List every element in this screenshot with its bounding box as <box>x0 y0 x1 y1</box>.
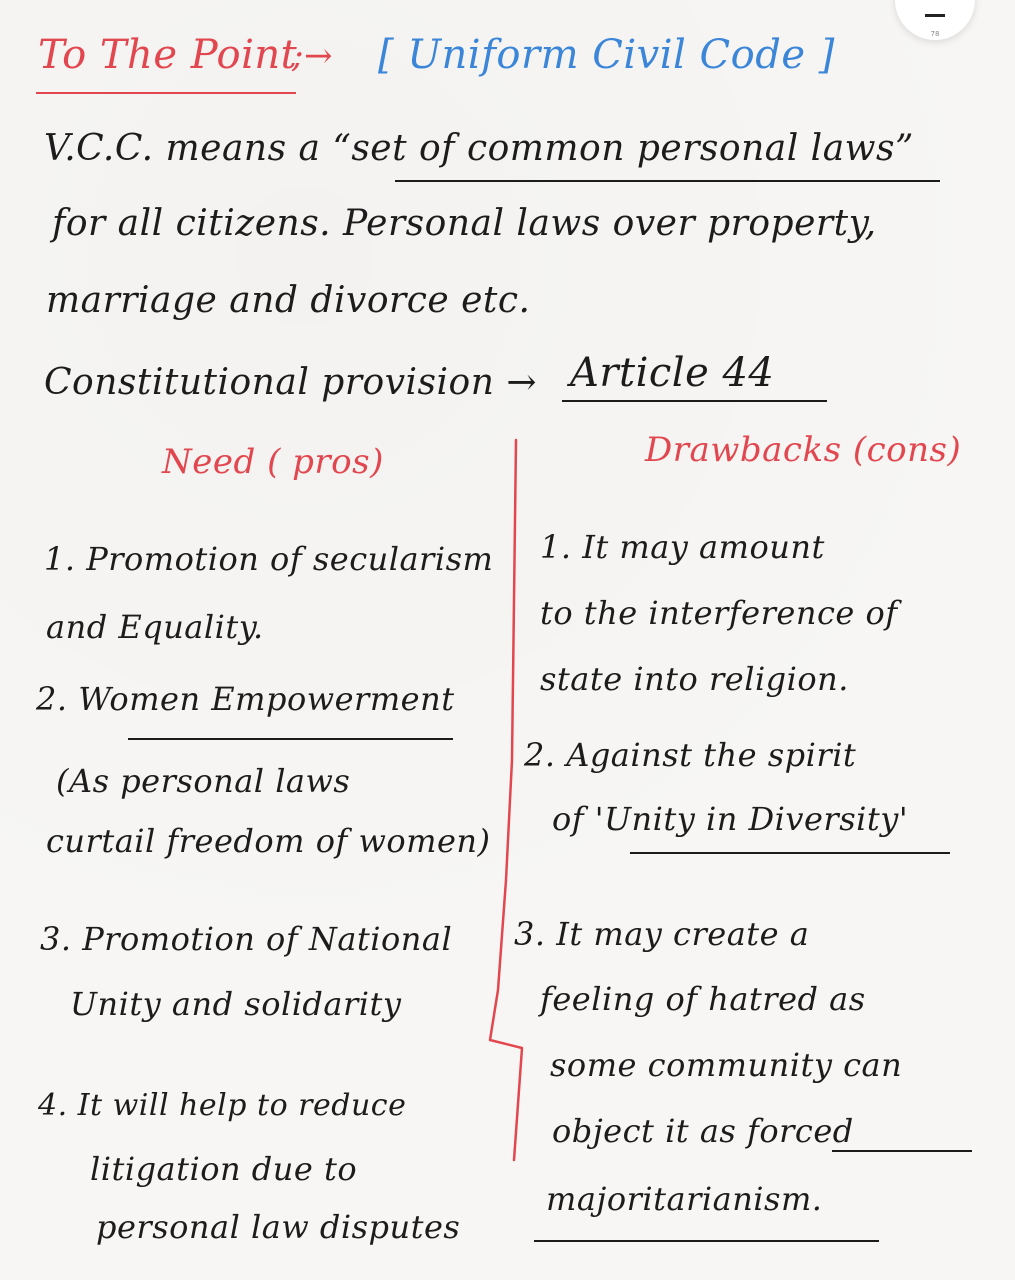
pros-heading: Need ( pros) <box>162 442 384 482</box>
pros-item-3-line-1: 3. Promotion of National <box>40 920 453 958</box>
provision-label: Constitutional provision → <box>44 362 538 403</box>
cons-item-2-line-2: of 'Unity in Diversity' <box>552 800 909 838</box>
title-prefix: To The Point <box>38 32 298 78</box>
page-number: 78 <box>930 30 940 38</box>
provision-article: Article 44 <box>570 350 775 396</box>
pros-item-2-line-1: 2. Women Empowerment <box>36 680 455 718</box>
cons-item-3-line-3: some community can <box>550 1046 903 1084</box>
title-topic: [ Uniform Civil Code ] <box>378 32 835 78</box>
majoritarianism-underline <box>534 1240 879 1242</box>
intro-line-3: marriage and divorce etc. <box>46 280 531 321</box>
cons-item-3-line-1: 3. It may create a <box>514 915 810 953</box>
pros-item-4-line-2: litigation due to <box>90 1150 358 1188</box>
pros-item-1-line-2: and Equality. <box>46 608 264 646</box>
unity-in-diversity-underline <box>630 852 950 854</box>
pros-item-4-line-1: 4. It will help to reduce <box>38 1088 407 1123</box>
cons-item-3-line-5: majoritarianism. <box>546 1180 823 1218</box>
cons-item-1-line-2: to the interference of <box>540 594 898 632</box>
cons-item-2-line-1: 2. Against the spirit <box>524 736 857 774</box>
cons-item-1-line-3: state into religion. <box>540 660 849 698</box>
women-empowerment-underline <box>128 738 453 740</box>
intro-line-2: for all citizens. Personal laws over property, <box>52 203 877 244</box>
intro-line-1: V.C.C. means a “set of common personal laws” <box>44 128 914 169</box>
cons-heading: Drawbacks (cons) <box>645 430 962 470</box>
pros-item-1-line-1: 1. Promotion of secularism <box>44 540 494 578</box>
pros-item-3-line-2: Unity and solidarity <box>70 985 402 1023</box>
cons-item-3-line-2: feeling of hatred as <box>540 980 866 1018</box>
forced-underline <box>832 1150 972 1152</box>
pros-item-4-line-3: personal law disputes <box>96 1208 461 1246</box>
title-arrow: ;→ <box>292 36 333 76</box>
pros-item-2-line-2: (As personal laws <box>56 762 351 800</box>
cons-item-3-line-4: object it as forced <box>552 1112 854 1150</box>
cons-item-1-line-1: 1. It may amount <box>540 528 825 566</box>
pros-item-2-line-3: curtail freedom of women) <box>46 822 491 860</box>
